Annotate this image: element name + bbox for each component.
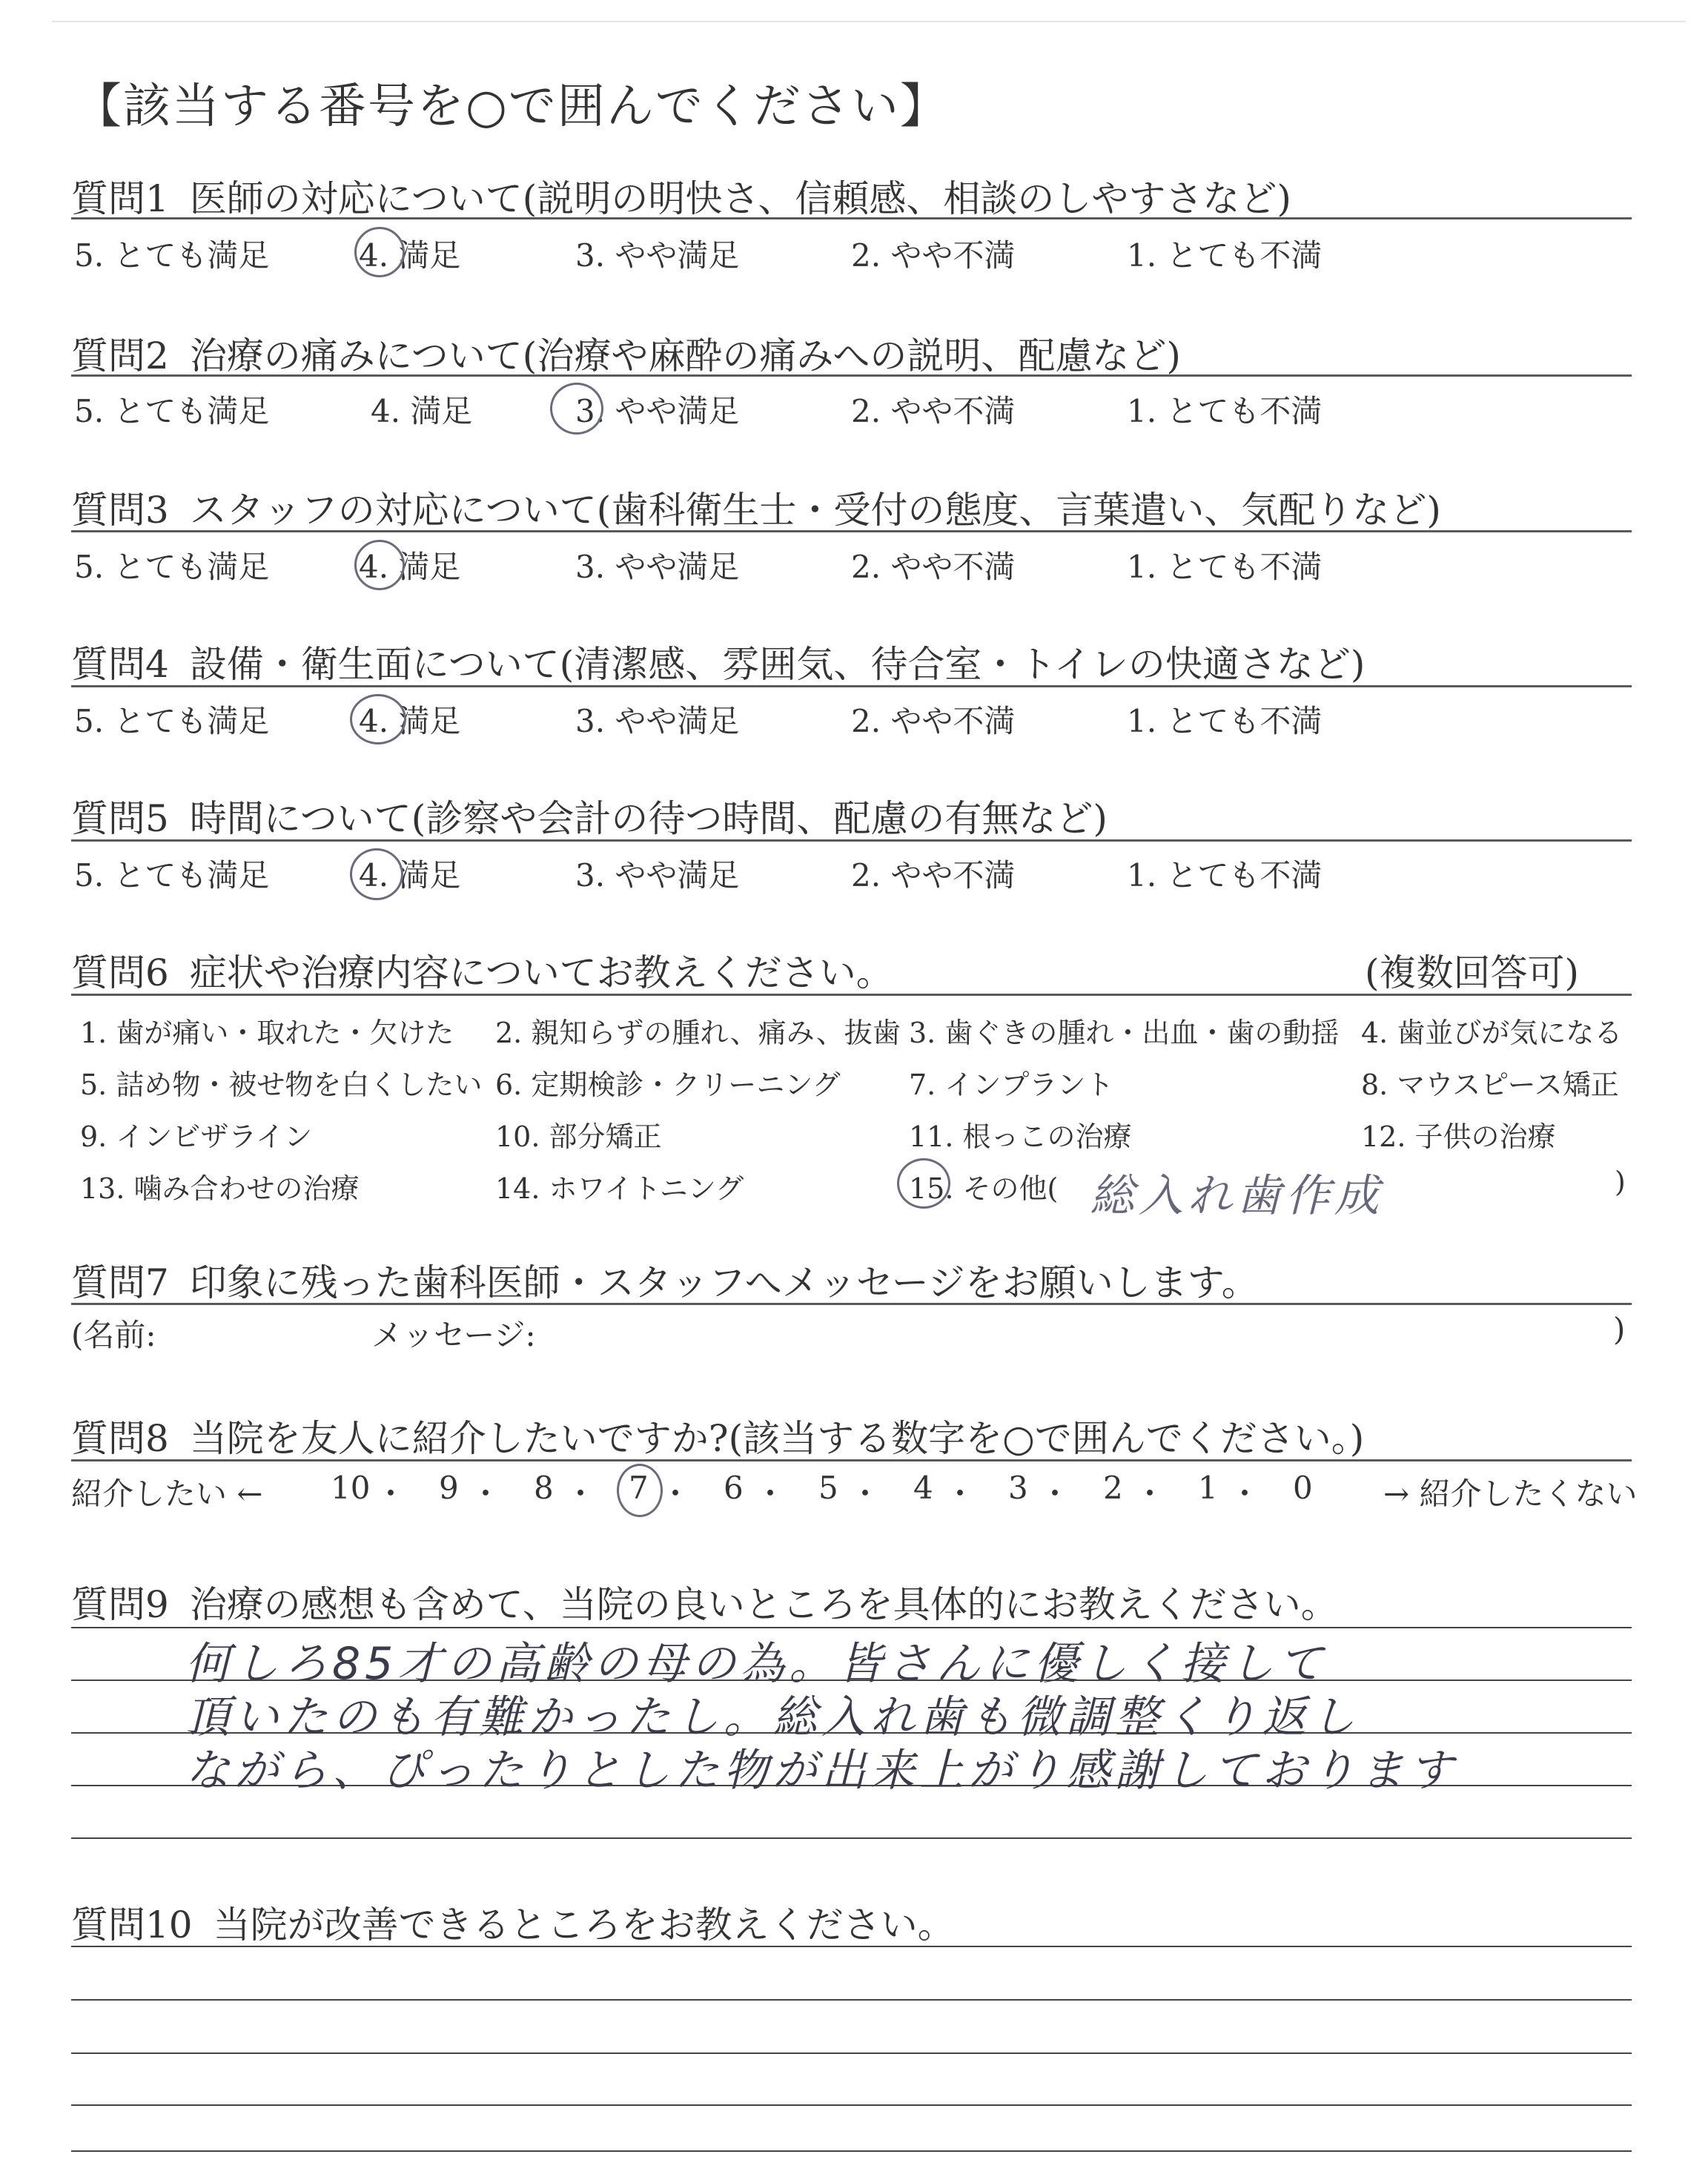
question-8-heading — [71, 1409, 1364, 1462]
scale-left-label: 紹介したい ← — [71, 1476, 263, 1512]
option-3[interactable]: 3. やや満足 — [575, 703, 740, 739]
question-number: 質問5 — [71, 797, 169, 840]
question-text: 当院を友人に紹介したいですか?(該当する数字を○で囲んでください。) — [189, 1417, 1365, 1460]
question-text: 治療の感想も含めて、当院の良いところを具体的にお教えください。 — [189, 1583, 1338, 1626]
writing-line — [71, 1837, 1632, 1839]
scale-value[interactable]: 7 — [629, 1470, 649, 1506]
symptom-item[interactable]: 1. 歯が痛い・取れた・欠けた — [80, 1017, 454, 1049]
symptom-item[interactable]: 3. 歯ぐきの腫れ・出血・歯の動揺 — [909, 1017, 1340, 1049]
option-2[interactable]: 2. やや不満 — [851, 549, 1016, 585]
handwritten-answer-line[interactable]: ながら、ぴったりとした物が出来上がり感謝しております — [185, 1745, 1457, 1797]
rating-row-2 — [74, 387, 1631, 432]
rating-row-1 — [74, 231, 1631, 276]
option-1[interactable]: 1. とても不満 — [1127, 703, 1323, 739]
scale-value[interactable]: 4 — [913, 1470, 933, 1506]
message-label: メッセージ: — [371, 1317, 536, 1353]
rating-row-4 — [74, 697, 1631, 742]
question-text: 設備・衛生面について(清潔感、雰囲気、待合室・トイレの快適さなど) — [189, 643, 1366, 686]
divider — [71, 530, 1632, 532]
scale-dot: ・ — [755, 1476, 787, 1512]
symptom-item[interactable]: 14. ホワイトニング — [495, 1172, 744, 1205]
option-3[interactable]: 3. やや満足 — [575, 237, 740, 274]
symptom-item[interactable]: 12. 子供の治療 — [1361, 1120, 1556, 1153]
symptom-item[interactable]: 7. インプラント — [909, 1069, 1114, 1101]
scale-value[interactable]: 5 — [818, 1470, 838, 1506]
question-text: 時間について(診察や会計の待つ時間、配慮の有無など) — [189, 797, 1108, 840]
option-1[interactable]: 1. とても不満 — [1127, 857, 1323, 894]
multiple-answers-note: (複数回答可) — [1365, 951, 1580, 994]
question-number: 質問1 — [71, 177, 169, 220]
scale-value[interactable]: 9 — [439, 1470, 459, 1506]
scale-right-label: → 紹介したくない — [1383, 1476, 1638, 1512]
option-4[interactable]: 4. 満足 — [359, 703, 461, 739]
writing-line — [71, 1999, 1632, 2001]
scale-value[interactable]: 1 — [1198, 1470, 1218, 1506]
question-10-heading — [71, 1895, 955, 1949]
option-2[interactable]: 2. やや不満 — [851, 703, 1016, 739]
message-close-paren: ) — [1613, 1311, 1626, 1347]
question-1-heading — [71, 169, 1291, 222]
writing-line — [71, 2052, 1632, 2054]
question-7-heading — [71, 1253, 1259, 1307]
option-4[interactable]: 4. 満足 — [359, 549, 461, 585]
scale-dot: ・ — [375, 1476, 407, 1512]
option-3[interactable]: 3. やや満足 — [575, 857, 740, 894]
scale-value[interactable]: 3 — [1008, 1470, 1028, 1506]
question-9-heading — [71, 1575, 1338, 1628]
question-text: 治療の痛みについて(治療や麻酔の痛みへの説明、配慮など) — [189, 334, 1181, 377]
scale-dot: ・ — [1229, 1476, 1261, 1512]
option-5[interactable]: 5. とても満足 — [74, 393, 270, 429]
handwritten-answer-line[interactable]: 何しろ85才の高齢の母の為。皆さんに優しく接して — [185, 1638, 1328, 1690]
symptom-item[interactable]: 2. 親知らずの腫れ、痛み、抜歯 — [495, 1017, 901, 1049]
scale-dot: ・ — [850, 1476, 881, 1512]
question-6-heading — [71, 943, 1580, 997]
other-close-paren: ) — [1615, 1166, 1626, 1198]
question-text: 印象に残った歯科医師・スタッフへメッセージをお願いします。 — [189, 1261, 1259, 1304]
question-2-heading — [71, 326, 1181, 380]
handwritten-answer-line[interactable]: 頂いたのも有難かったし。総入れ歯も微調整くり返し — [185, 1691, 1360, 1743]
option-5[interactable]: 5. とても満足 — [74, 857, 270, 894]
question-number: 質問3 — [71, 489, 169, 532]
divider — [71, 839, 1632, 842]
option-4[interactable]: 4. 満足 — [359, 857, 461, 894]
option-2[interactable]: 2. やや不満 — [851, 393, 1016, 429]
scale-value[interactable]: 6 — [724, 1470, 744, 1506]
option-5[interactable]: 5. とても満足 — [74, 549, 270, 585]
question-5-heading — [71, 789, 1108, 842]
option-3[interactable]: 3. やや満足 — [575, 549, 740, 585]
question-number: 質問4 — [71, 643, 169, 686]
question-text: 症状や治療内容についてお教えください。 — [189, 951, 893, 994]
question-text: 当院が改善できるところをお教えください。 — [213, 1903, 955, 1946]
divider — [71, 374, 1632, 377]
writing-line — [71, 1946, 1632, 1947]
symptom-item[interactable]: 10. 部分矯正 — [495, 1120, 662, 1153]
question-3-heading — [71, 480, 1441, 534]
divider — [71, 1459, 1632, 1462]
symptom-item[interactable]: 4. 歯並びが気になる — [1361, 1017, 1623, 1049]
option-4[interactable]: 4. 満足 — [371, 393, 473, 429]
rating-row-5 — [74, 851, 1631, 896]
option-2[interactable]: 2. やや不満 — [851, 237, 1016, 274]
question-number: 質問8 — [71, 1417, 169, 1460]
scale-dot: ・ — [1039, 1476, 1071, 1512]
top-border — [52, 21, 1686, 22]
symptom-item[interactable]: 13. 噛み合わせの治療 — [80, 1172, 360, 1205]
name-label: (名前: — [71, 1317, 156, 1353]
symptom-item-other[interactable]: 15. その他( — [909, 1172, 1059, 1205]
option-5[interactable]: 5. とても満足 — [74, 703, 270, 739]
question-number: 質問9 — [71, 1583, 169, 1626]
writing-line — [71, 2104, 1632, 2106]
option-2[interactable]: 2. やや不満 — [851, 857, 1016, 894]
divider — [71, 1303, 1632, 1305]
rating-row-3 — [74, 543, 1631, 587]
question-number: 質問10 — [71, 1903, 193, 1946]
symptom-item[interactable]: 8. マウスピース矯正 — [1361, 1069, 1619, 1101]
divider — [71, 994, 1632, 996]
symptom-item[interactable]: 5. 詰め物・被せ物を白くしたい — [80, 1069, 483, 1101]
scale-value[interactable]: 0 — [1293, 1470, 1313, 1506]
symptom-item[interactable]: 9. インビザライン — [80, 1120, 313, 1153]
option-5[interactable]: 5. とても満足 — [74, 237, 270, 274]
scale-dot: ・ — [660, 1476, 692, 1512]
scale-dot: ・ — [944, 1476, 976, 1512]
scale-value[interactable]: 2 — [1103, 1470, 1123, 1506]
scale-dot: ・ — [1134, 1476, 1166, 1512]
question-text: 医師の対応について(説明の明快さ、信頼感、相談のしやすさなど) — [189, 177, 1291, 220]
question-text: スタッフの対応について(歯科衛生士・受付の態度、言葉遣い、気配りなど) — [189, 489, 1441, 532]
option-1[interactable]: 1. とても不満 — [1127, 237, 1323, 274]
divider — [71, 685, 1632, 687]
scale-value[interactable]: 8 — [534, 1470, 554, 1506]
option-1[interactable]: 1. とても不満 — [1127, 549, 1323, 585]
question-number: 質問6 — [71, 951, 169, 994]
question-number: 質問7 — [71, 1261, 169, 1304]
symptom-item[interactable]: 11. 根っこの治療 — [909, 1120, 1132, 1153]
other-handwritten-answer[interactable]: 総入れ歯作成 — [1090, 1170, 1383, 1222]
question-number: 質問2 — [71, 334, 169, 377]
divider — [71, 217, 1632, 219]
option-4[interactable]: 4. 満足 — [359, 237, 461, 274]
writing-line — [71, 2150, 1632, 2152]
scale-dot: ・ — [470, 1476, 502, 1512]
question-4-heading — [71, 635, 1365, 688]
option-3[interactable]: 3. やや満足 — [575, 393, 740, 429]
scale-value[interactable]: 10 — [331, 1470, 371, 1506]
scale-dot: ・ — [565, 1476, 597, 1512]
symptom-item[interactable]: 6. 定期検診・クリーニング — [495, 1069, 841, 1101]
page-title: 【該当する番号を○で囲んでください】 — [74, 79, 949, 134]
option-1[interactable]: 1. とても不満 — [1127, 393, 1323, 429]
